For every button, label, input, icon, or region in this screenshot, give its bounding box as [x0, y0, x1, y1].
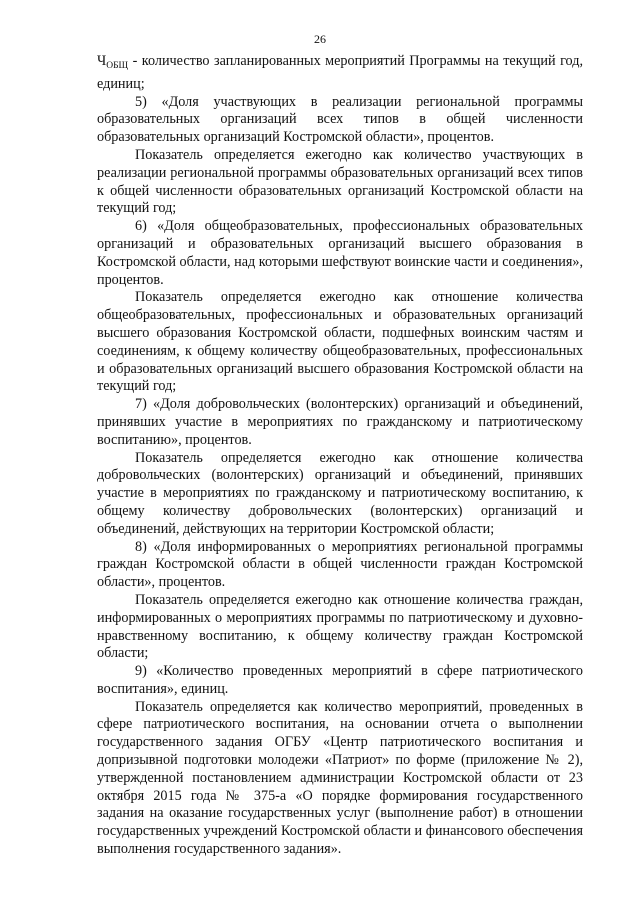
document-body — [97, 53, 583, 859]
paragraph-indicator-8: 8) «Доля информированных о мероприятиях региональной программы граждан Костромской области в общей численности граждан Костромской области», процентов. — [97, 538, 583, 591]
paragraph-indicator-6: 6) «Доля общеобразовательных, профессиональных образовательных организаций и образовательных организаций высшего образования в Костромской области, над которыми шефствуют воинские части и соединения», процентов. — [97, 218, 583, 288]
paragraph-indicator-5-method: Показатель определяется ежегодно как количество участвующих в реализации региональной программы образовательных организаций всех типов к общей численности образовательных организаций Костромской области на текущий год; — [97, 146, 583, 217]
variable-definition-text: - количество запланированных мероприятий Программы на текущий год, единиц; — [97, 53, 583, 92]
variable-symbol: Ч — [97, 53, 107, 69]
paragraph-indicator-5: 5) «Доля участвующих в реализации региональной программы образовательных организаций всех типов в общей численности образовательных организаций Костромской области», процентов. — [97, 93, 583, 146]
paragraph-indicator-9: 9) «Количество проведенных мероприятий в сфере патриотического воспитания», единиц. — [97, 663, 583, 697]
paragraph-indicator-7: 7) «Доля добровольческих (волонтерских) организаций и объединений, принявших участие в мероприятиях по гражданскому и патриотическому воспитанию», процентов. — [97, 396, 583, 448]
paragraph-indicator-7-method: Показатель определяется ежегодно как отношение количества добровольческих (волонтерских) организаций и объединений, принявших участие в мероприятиях по гражданскому и патриотическому воспитанию, к общему количеству добровольческих (волонтерских) организаций и объединений, действующих на территории Костромской области; — [97, 449, 583, 537]
paragraph-indicator-6-method: Показатель определяется ежегодно как отношение количества общеобразовательных, профессиональных и образовательных организаций высшего образования Костромской области, подшефных воинским частям и соединениям, к общему количеству общеобразовательных, профессиональных и образовательных организаций высшего образования Костромской области на текущий год; — [97, 289, 583, 395]
paragraph-variable-definition — [97, 53, 583, 94]
variable-subscript: ОБЩ — [106, 61, 129, 71]
page-number: 26 — [314, 32, 326, 46]
paragraph-indicator-8-method: Показатель определяется ежегодно как отношение количества граждан, информированных о мероприятиях программы по патриотическому и духовно-нравственному воспитанию, к общему количеству граждан Костромской области; — [97, 591, 583, 662]
paragraph-indicator-9-method: Показатель определяется как количество мероприятий, проведенных в сфере патриотического воспитания, на основании отчета о выполнении государственного задания ОГБУ «Центр патриотического воспитания и допризывной подготовки молодежи «Патриот» по форме (приложение № 2), утвержденной постановлением администрации Костромской области от 23 октября 2015 года № 375-а «О порядке формирования государственного задания на оказание государственных услуг (выполнение работ) в отношении государственных учреждений Костромской области и финансового обеспечения выполнения государственного задания». — [97, 698, 583, 858]
